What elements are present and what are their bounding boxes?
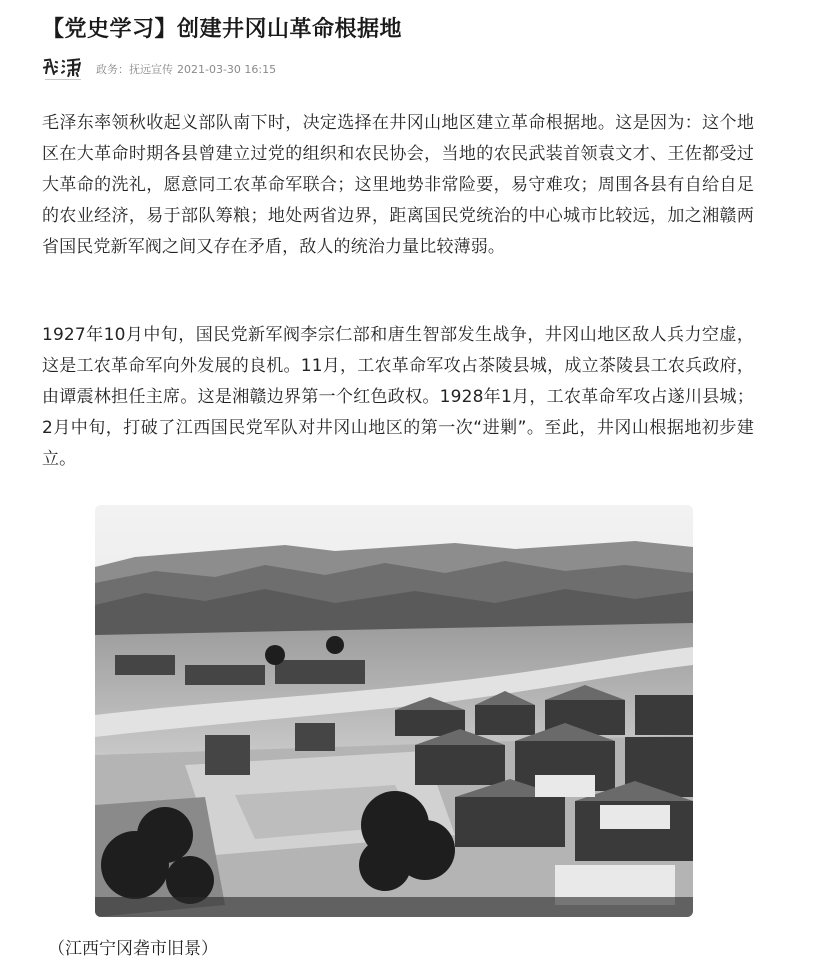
article-meta-text	[96, 61, 276, 77]
article-paragraph: 毛泽东率领秋收起义部队南下时，决定选择在井冈山地区建立革命根据地。这是因为：这个地区在大革命时期各县曾建立过党的组织和农民协会，当地的农民武装首领袁文才、王佐都受过大革命的洗礼，愿意同工农革命军联合；这里地势非常险要，易守难攻；周围各县有自给自足的农业经济，易于部队筹粮；地处两省边界，距离国民党统治的中心城市比较远，加之湘赣两省国民党新军阀之间又存在矛盾，敌人的统治力量比较薄弱。	[42, 113, 754, 257]
article-paragraph: 1927年10月中旬，国民党新军阀李宗仁部和唐生智部发生战争，井冈山地区敌人兵力空虚，这是工农革命军向外发展的良机。11月，工农革命军攻占茶陵县城，成立茶陵县工农兵政府，由谭震林担任主席。这是湘赣边界第一个红色政权。1928年1月，工农革命军攻占遂川县城；2月中旬，打破了江西国民党军队对井冈山地区的第一次“进剿”。至此，井冈山根据地初步建立。	[42, 325, 754, 469]
meta-category: 政务：	[96, 63, 129, 76]
historical-photo[interactable]	[95, 505, 693, 917]
meta-datetime: 2021-03-30 16:15	[177, 63, 277, 76]
article-title: 【党史学习】创建井冈山革命根据地	[42, 17, 403, 42]
thepaper-logo-icon[interactable]	[42, 56, 86, 82]
photo-caption: （江西宁冈砻市旧景）	[48, 939, 218, 959]
article-meta	[42, 55, 276, 83]
meta-author[interactable]: 抚远宣传	[129, 63, 173, 76]
